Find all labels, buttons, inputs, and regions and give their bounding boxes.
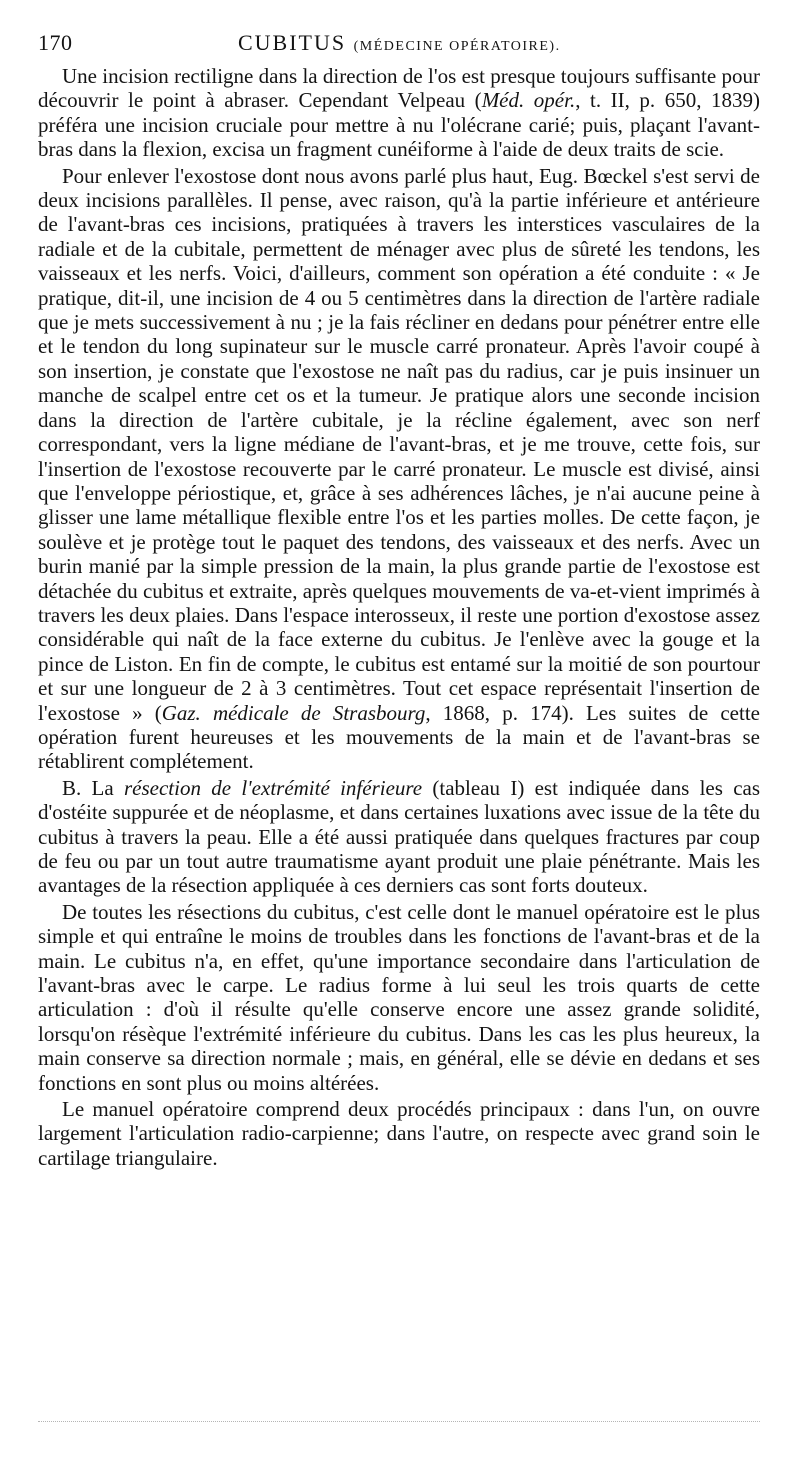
- paragraph-velpeau: [38, 64, 760, 162]
- paragraph-resection-b: [38, 776, 760, 898]
- page: [38, 30, 760, 1170]
- paragraph-resections-cubitus: [38, 900, 760, 1095]
- paragraph-emphasis: résection de l'extrémité inférieure: [123, 775, 423, 800]
- paragraph-citation: Gaz. médicale de Strasbourg: [161, 700, 426, 725]
- running-title-subtitle: (MÉDECINE OPÉRATOIRE).: [353, 39, 561, 54]
- paragraph-text: , 1868, p. 174). Les suites de cette opération furent heureuses et les mouvements de la main et de l'avant-bras se rétablirent complétement.: [38, 700, 760, 774]
- body-text: [38, 64, 760, 1170]
- running-title-main: CUBITUS: [238, 30, 347, 55]
- paragraph-text: Une incision rectiligne dans la direction de l'os est presque toujours suffisante pour découvrir le point à abraser. Cependant Velpeau (: [38, 64, 760, 113]
- footer-rule: [38, 1421, 760, 1422]
- paragraph-manuel-operatoire: [38, 1097, 760, 1170]
- paragraph-text: De toutes les résections du cubitus, c'est celle dont le manuel opératoire est le plus simple et qui entraîne le moins de troubles dans les fonctions de l'avant-bras et de la main. Le cubitus n'a, en effet, qu'une importance secondaire dans l'articulation de l'avant-bras avec le carpe. Le radius forme à lui seul les trois quarts de cette articulation : d'où il résulte qu'elle conserve encore une assez grande solidité, lorsqu'on résèque l'extrémité inférieure du cubitus. Dans les cas les plus heureux, la main conserve sa direction normale ; mais, en général, elle se dévie en dedans et ses fonctions en sont plus ou moins altérées.: [38, 899, 760, 1095]
- paragraph-boeckel: [38, 164, 760, 774]
- paragraph-text: , t. II, p. 650, 1839) préféra une incision cruciale pour mettre à nu l'olécrane carié; puis, plaçant l'avant-bras dans la flexion, excisa un fragment cunéiforme à l'aide de deux traits de scie.: [38, 88, 760, 162]
- running-title: [238, 30, 561, 56]
- paragraph-text: Pour enlever l'exostose dont nous avons parlé plus haut, Eug. Bœckel s'est servi de deux incisions parallèles. Il pense, avec raison, qu'à la partie inférieure et antérieure de l'avant-bras ces incisions, pratiquées à travers les interstices vasculaires de la radiale et de la cubitale, permettent de ménager avec plus de sûreté les tendons, les vaisseaux et les nerfs. Voici, d'ailleurs, comment son opération a été conduite : « Je pratique, dit-il, une incision de 4 ou 5 centimètres dans la direction de l'artère radiale que je mets successivement à nu ; je la fais récliner en dedans pour pénétrer entre elle et le tendon du long supinateur sur le muscle carré pronateur. Après l'avoir coupé à son insertion, je constate que l'exostose ne naît pas du radius, car je puis insinuer un manche de scalpel entre cet os et la tumeur. Je pratique alors une seconde incision dans la direction de l'artère cubitale, je la récline également, avec son nerf correspondant, vers la ligne médiane de l'avant-bras, et je me trouve, cette fois, sur l'insertion de l'exostose recouverte par le carré pronateur. Le muscle est divisé, ainsi que l'enveloppe périostique, et, grâce à ses adhérences lâches, je n'ai aucune peine à glisser une lame métallique flexible entre l'os et les parties molles. De cette façon, je soulève et je protège tout le paquet des tendons, des vaisseaux et des nerfs. Avec un burin manié par la simple pression de la main, la plus grande partie de l'exostose est détachée du cubitus et extraite, après quelques mouvements de va-et-vient imprimés à travers les deux plaies. Dans l'espace interosseux, il reste une portion d'exostose assez considérable qui naît de la face externe du cubitus. Je l'enlève avec la gouge et la pince de Liston. En fin de compte, le cubitus est entamé sur la moitié de son pourtour et sur une longueur de 2 à 3 centimètres. Tout cet espace représentait l'insertion de l'exostose » (: [38, 163, 760, 725]
- page-number: 170: [38, 30, 73, 55]
- running-head: [38, 30, 760, 58]
- paragraph-text: (tableau I) est indiquée dans les cas d'ostéite suppurée et de néoplasme, et dans certaines luxations avec issue de la tête du cubitus à travers la peau. Elle a été aussi pratiquée dans quelques fractures par coup de feu ou par un tout autre traumatisme ayant produit une plaie pénétrante. Mais les avantages de la résection appliquée à ces derniers cas sont forts douteux.: [38, 775, 761, 898]
- paragraph-text: Le manuel opératoire comprend deux procédés principaux : dans l'un, on ouvre largement l'articulation radio-carpienne; dans l'autre, on respecte avec grand soin le cartilage triangulaire.: [38, 1097, 760, 1170]
- paragraph-text: B. La: [62, 775, 124, 800]
- paragraph-citation: Méd. opér.: [481, 88, 576, 113]
